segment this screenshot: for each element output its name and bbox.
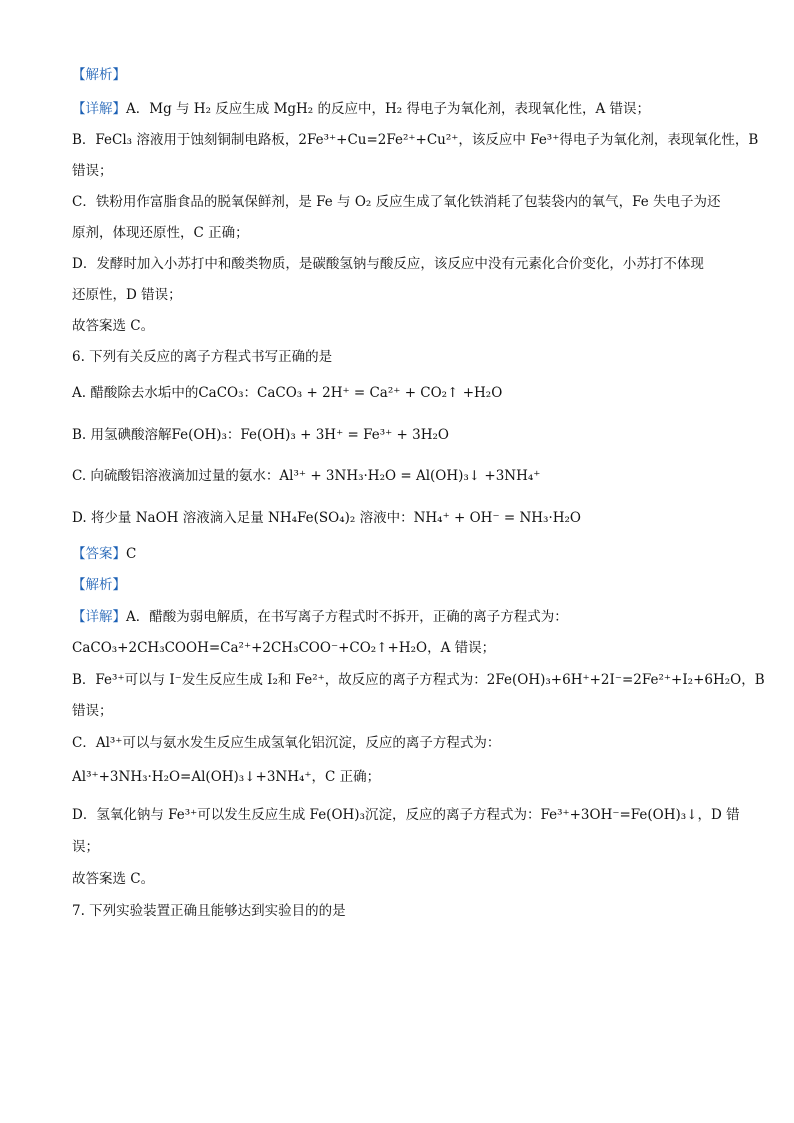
answer-tag: 【答案】 <box>72 546 126 562</box>
q6-c-line1: C．Al³⁺可以与氨水发生反应生成氢氧化铝沉淀，反应的离子方程式为： <box>72 735 501 751</box>
detail-tag: 【详解】 <box>72 101 126 117</box>
answer-value: C <box>126 546 137 562</box>
q5-c-line1: C．铁粉用作富脂食品的脱氧保鲜剂，是 Fe 与 O₂ 反应生成了氧化铁消耗了包装袋内的氧气，Fe 失电子为还 <box>72 194 721 210</box>
q6-b-line1: B．Fe³⁺可以与 I⁻发生反应生成 I₂和 Fe²⁺，故反应的离子方程式为：2Fe(OH)₃+6H⁺+2I⁻=2Fe²⁺+I₂+6H₂O，B <box>72 672 765 688</box>
q6-b-line2: 错误； <box>72 703 113 719</box>
q5-d-line2: 还原性，D 错误； <box>72 287 182 303</box>
q5-a-text: A．Mg 与 H₂ 反应生成 MgH₂ 的反应中，H₂ 得电子为氧化剂，表现氧化性，A 错误； <box>126 101 651 117</box>
q5-conclusion: 故答案选 C。 <box>72 318 155 334</box>
q6-c-line2: Al³⁺+3NH₃·H₂O=Al(OH)₃↓+3NH₄⁺，C 正确； <box>72 769 381 785</box>
q6-answer-line <box>72 545 136 563</box>
q5-detail-a <box>72 100 650 118</box>
q6-d-line2: 误； <box>72 839 99 855</box>
q6-d-line1: D．氢氧化钠与 Fe³⁺可以发生反应生成 Fe(OH)₃沉淀，反应的离子方程式为：Fe³⁺+3OH⁻=Fe(OH)₃↓，D 错 <box>72 807 740 823</box>
q5-d-line1: D．发酵时加入小苏打中和酸类物质，是碳酸氢钠与酸反应，该反应中没有元素化合价变化，小苏打不体现 <box>72 256 704 272</box>
q6-option-c: C. 向硫酸铝溶液滴加过量的氨水：Al³⁺ + 3NH₃·H₂O = Al(OH)₃↓ +3NH₄⁺ <box>72 468 541 484</box>
q6-option-d: D. 将少量 NaOH 溶液滴入足量 NH₄Fe(SO₄)₂ 溶液中：NH₄⁺ + OH⁻ = NH₃·H₂O <box>72 510 581 526</box>
analysis-tag: 【解析】 <box>72 67 126 83</box>
q6-detail-tag: 【详解】 <box>72 609 126 625</box>
q7-stem: 7. 下列实验装置正确且能够达到实验目的的是 <box>72 903 346 919</box>
q6-a-equation: CaCO₃+2CH₃COOH=Ca²⁺+2CH₃COO⁻+CO₂↑+H₂O，A 错误； <box>72 640 496 656</box>
q6-stem: 6. 下列有关反应的离子方程式书写正确的是 <box>72 349 333 365</box>
q6-option-b: B. 用氢碘酸溶解Fe(OH)₃：Fe(OH)₃ + 3H⁺ = Fe³⁺ + 3H₂O <box>72 427 449 443</box>
q6-detail-a <box>72 608 568 626</box>
q5-b-line2: 错误； <box>72 163 113 179</box>
q5-b-line1: B．FeCl₃ 溶液用于蚀刻铜制电路板，2Fe³⁺+Cu=2Fe²⁺+Cu²⁺，该反应中 Fe³⁺得电子为氧化剂，表现氧化性，B <box>72 132 759 148</box>
q6-analysis-tag: 【解析】 <box>72 577 126 593</box>
q6-conclusion: 故答案选 C。 <box>72 871 155 887</box>
q6-option-a: A. 醋酸除去水垢中的CaCO₃：CaCO₃ + 2H⁺ = Ca²⁺ + CO₂↑ +H₂O <box>72 385 503 401</box>
q6-a-text: A．醋酸为弱电解质，在书写离子方程式时不拆开，正确的离子方程式为： <box>126 609 568 625</box>
q5-c-line2: 原剂，体现还原性，C 正确； <box>72 225 249 241</box>
